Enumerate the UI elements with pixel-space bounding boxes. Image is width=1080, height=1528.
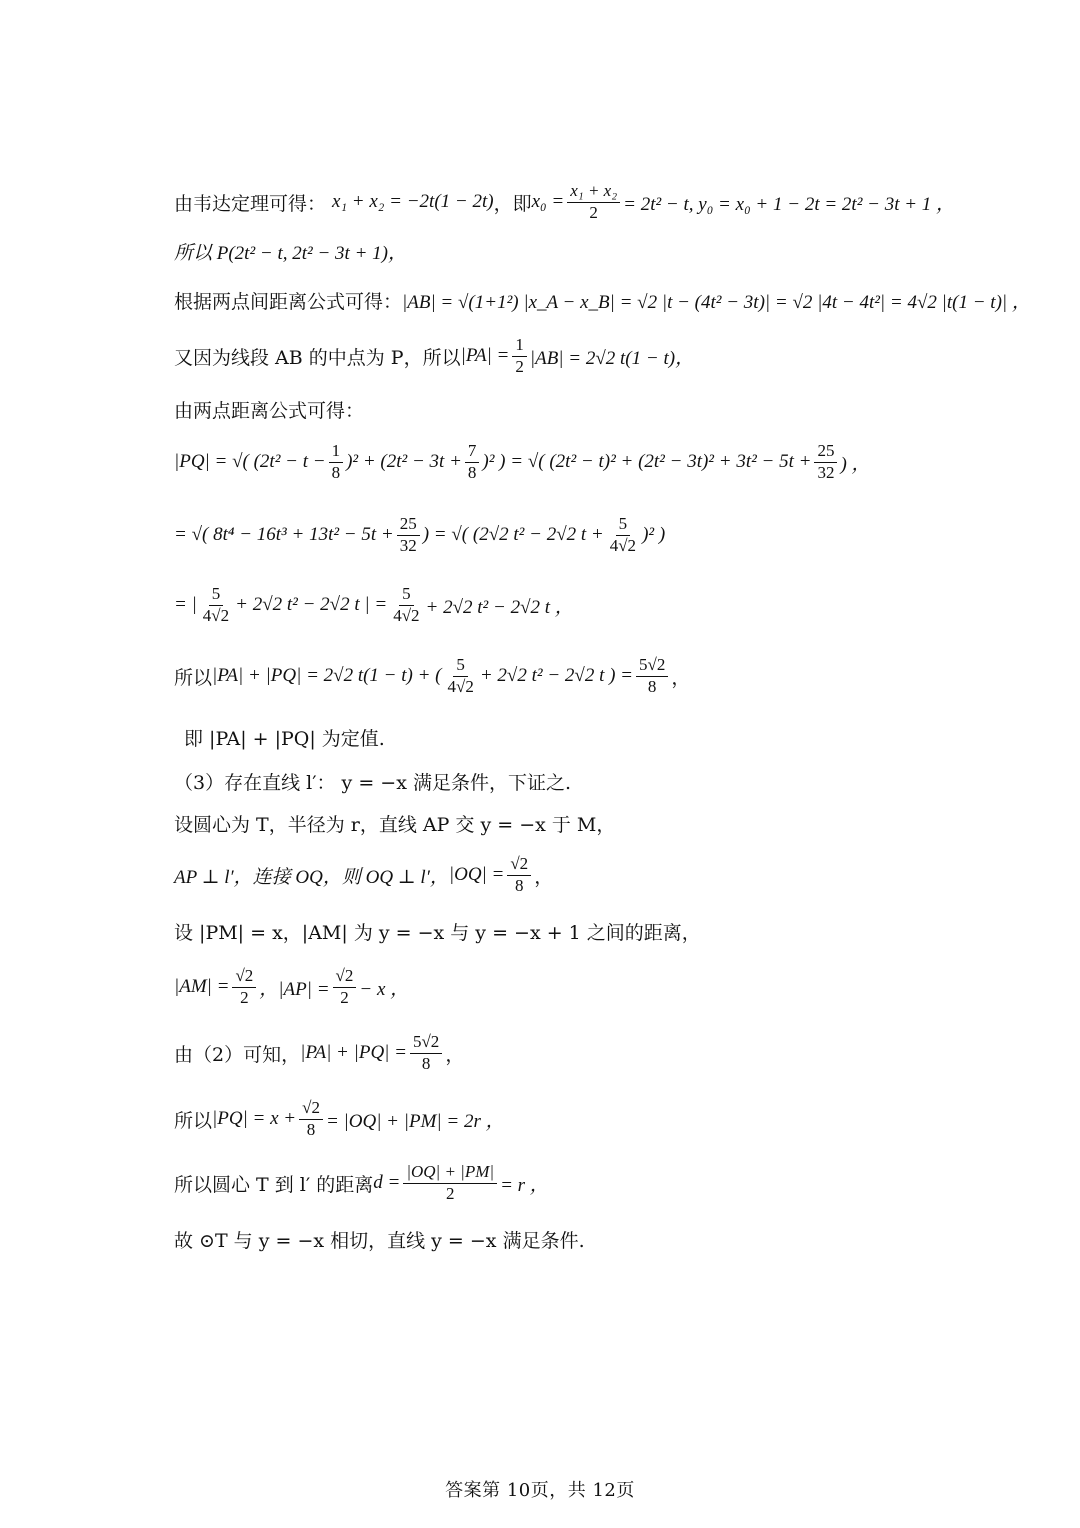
formula-x0: x₀ =	[531, 191, 565, 213]
line-text: 设圆心为 T，半径为 r，直线 AP 交 y = −x 于 M，	[174, 814, 616, 836]
text-line-distance-intro	[174, 396, 364, 423]
fraction	[465, 442, 480, 482]
formula-pq-part: = √( 8t⁴ − 16t³ + 13t² − 5t +	[174, 524, 394, 546]
formula-pq-part: ) ，	[840, 453, 871, 475]
formula-pa: |PA| =	[460, 345, 510, 367]
formula-pq-part: |PQ| = √( (2t² − t −	[174, 451, 326, 473]
fraction	[232, 967, 256, 1007]
fraction-denominator: 2	[445, 1183, 455, 1203]
line-text: 由两点距离公式可得：	[174, 400, 365, 422]
fraction-numerator: 5	[209, 585, 224, 606]
text-line-pm	[174, 918, 701, 945]
fraction-numerator: 5	[453, 656, 468, 677]
text-line-pq-radius	[174, 1099, 505, 1139]
line-text: AP ⊥ l′，连接 OQ，则 OQ ⊥ l′，	[174, 866, 449, 888]
formula-am: |AM| =	[174, 976, 230, 998]
fraction-numerator: 5√2	[410, 1033, 442, 1054]
fraction	[445, 656, 477, 696]
text-line-setup	[174, 810, 615, 837]
text-line-point-p	[174, 238, 407, 265]
formula-pa-result: |AB| = 2√2 t(1 − t)，	[529, 347, 695, 369]
page-footer: 答案第 10页，共 12页	[445, 1480, 635, 1501]
text-line-center-distance	[174, 1163, 549, 1203]
text-line-part-3	[174, 768, 571, 795]
fraction-numerator: √2	[507, 855, 531, 876]
fraction	[390, 585, 422, 625]
formula-d: = r ，	[500, 1174, 549, 1196]
fraction-numerator: √2	[299, 1099, 323, 1120]
fraction-numerator: 1	[329, 442, 344, 463]
line-text: 由韦达定理可得：	[174, 192, 327, 215]
formula-pq-part: )² + (2t² − 3t +	[346, 451, 462, 473]
formula-pq-part: )² ) = √( (2t² − t)² + (2t² − 3t)² + 3t² − 5t +	[482, 451, 812, 473]
fraction	[200, 585, 232, 625]
line-text: 根据两点间距离公式可得：	[174, 291, 403, 313]
fraction-denominator: 8	[306, 1119, 316, 1139]
formula-sum-part: |PA| + |PQ| = 2√2 t(1 − t) + (	[212, 665, 442, 687]
fraction-denominator: 2	[589, 202, 598, 222]
text-line-ab-distance	[174, 287, 1031, 314]
fraction	[410, 1033, 442, 1073]
fraction-numerator: 25	[397, 515, 420, 536]
fraction-denominator: 2	[340, 987, 349, 1007]
fraction-denominator: 8	[647, 676, 657, 696]
formula-pq: = |OQ| + |PM| = 2r ，	[325, 1110, 505, 1132]
fraction-denominator: 2	[515, 356, 524, 376]
fraction-numerator: 1	[512, 336, 527, 357]
text-line-conclusion-2	[184, 724, 385, 751]
fraction-denominator: 2	[240, 987, 249, 1007]
formula-ap: ，|AP| =	[259, 978, 330, 1000]
line-text: ，	[534, 865, 554, 888]
fraction-numerator: √2	[333, 967, 357, 988]
fraction	[403, 1163, 497, 1203]
formula-pq-part: + 2√2 t² − 2√2 t ，	[425, 596, 574, 618]
fraction	[636, 656, 668, 696]
fraction-denominator: 8	[467, 462, 477, 482]
formula-sum-part: + 2√2 t² − 2√2 t ) =	[479, 665, 633, 687]
fraction-numerator: 5	[399, 585, 414, 606]
line-text: （3）存在直线 l′： y = −x 满足条件，下证之.	[174, 772, 572, 794]
formula-pq-part: = |	[174, 594, 197, 616]
text-line-final	[174, 1226, 585, 1253]
line-text: 所以	[174, 1109, 213, 1132]
formula-sum: |PA| + |PQ| =	[300, 1042, 407, 1064]
text-line-oq	[174, 855, 553, 895]
fraction	[814, 442, 837, 482]
fraction	[512, 336, 527, 376]
fraction-denominator: 4√2	[609, 535, 637, 555]
fraction	[567, 182, 620, 222]
formula-pq-part: + 2√2 t² − 2√2 t | =	[235, 594, 388, 616]
fraction-denominator: 8	[515, 875, 524, 895]
fraction-numerator: √2	[232, 967, 256, 988]
line-text: 故 ⊙T 与 y = −x 相切，直线 y = −x 满足条件.	[174, 1230, 585, 1252]
line-text: ，	[445, 1043, 465, 1066]
fraction-numerator: 5	[616, 515, 631, 536]
formula-oq: |OQ| =	[448, 864, 505, 886]
text-line-midpoint	[174, 336, 694, 376]
text-line-from-2	[174, 1033, 464, 1073]
fraction-denominator: 4√2	[202, 605, 230, 625]
line-text: ，即	[493, 192, 532, 215]
formula-d: d =	[373, 1172, 401, 1194]
fraction-denominator: 4√2	[393, 605, 420, 625]
fraction	[607, 515, 639, 555]
line-text: 又因为线段 AB 的中点为 P，所以	[174, 346, 461, 369]
fraction	[329, 442, 344, 482]
formula-sum-roots: x₁ + x₂ = −2t(1 − 2t)	[332, 191, 494, 213]
formula-ap: − x ，	[359, 978, 410, 1000]
fraction-denominator: 32	[817, 462, 835, 482]
formula-pq-part: )² )	[642, 524, 666, 546]
text-line-pq-formula	[174, 442, 871, 482]
fraction-numerator: 7	[465, 442, 480, 463]
formula-ab-length: |AB| = √(1+1²) |x_A − x_B| = √2 |t − (4t² − 3t)| = √2 |4t − 4t²| = 4√2 |t(1 − t)| ，	[402, 292, 1031, 313]
fraction-numerator: 25	[814, 442, 837, 463]
line-text: ，	[671, 666, 691, 689]
line-text: 即 |PA| + |PQ| 为定值.	[184, 728, 385, 750]
text-line-pq-abs	[174, 585, 574, 625]
fraction	[507, 855, 531, 895]
point-p-coordinates: 所以 P(2t² − t, 2t² − 3t + 1)，	[174, 243, 407, 264]
line-text: 所以圆心 T 到 l′ 的距离	[174, 1173, 374, 1196]
formula-pq: |PQ| = x +	[212, 1108, 297, 1130]
fraction-numerator: x₁ + x₂	[567, 182, 620, 203]
line-text: 所以	[174, 666, 213, 689]
formula-y0: = 2t² − t, y₀ = x₀ + 1 − 2t = 2t² − 3t + 1 ，	[623, 193, 956, 215]
line-text: 由（2）可知，	[174, 1043, 301, 1066]
text-line-am-ap	[174, 967, 409, 1007]
line-text: 设 |PM| = x，|AM| 为 y = −x 与 y = −x + 1 之间的距离，	[174, 922, 701, 944]
fraction	[299, 1099, 323, 1139]
text-line-vieta	[174, 182, 955, 222]
fraction-numerator: 5√2	[636, 656, 668, 677]
fraction	[333, 967, 357, 1007]
fraction-denominator: 4√2	[447, 676, 474, 696]
fraction-denominator: 32	[399, 535, 417, 555]
text-line-sum-constant	[174, 656, 690, 696]
fraction-denominator: 8	[331, 462, 341, 482]
fraction-numerator: |OQ| + |PM|	[403, 1163, 497, 1184]
fraction	[397, 515, 420, 555]
text-line-pq-expand	[174, 515, 665, 555]
fraction-denominator: 8	[421, 1053, 431, 1073]
formula-pq-part: ) = √( (2√2 t² − 2√2 t +	[422, 524, 604, 546]
